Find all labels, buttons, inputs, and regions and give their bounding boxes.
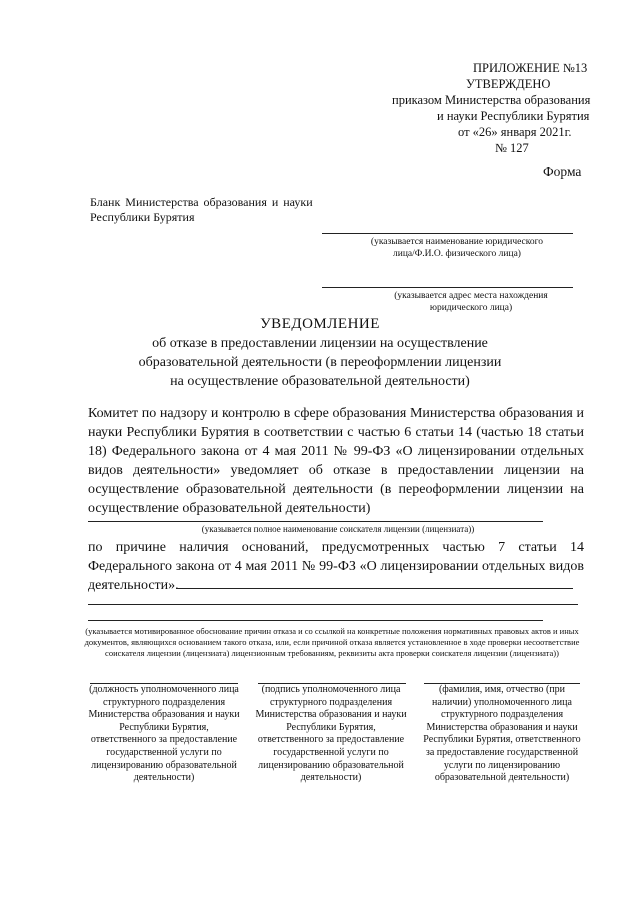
reason-line-inline [176,588,573,589]
recipient-name-caption-line-1: (указывается наименование юридического [370,237,544,247]
recipient-address-caption [336,290,606,314]
position-caption: (должность уполномоченного лица структурного подразделения Министерства образования и науки Республики Бурятия, ответственного за предоставление государственной услуги по лицензированию образовательной деятельности) [88,684,240,784]
order-date: от «26» января 2021г. [458,125,572,139]
order-line-1: приказом Министерства образования [392,93,591,107]
recipient-address-caption-line-1: (указывается адрес места нахождения [394,291,548,301]
recipient-address-line [322,287,573,288]
recipient-name-caption [322,236,592,260]
name-caption: (фамилия, имя, отчество (при наличии) уполномоченного лица структурного подразделения Министерства образования и науки Республики Бурятия, ответственного за предоставление государственной услуги по лицензированию образовательной деятельности) [423,684,581,784]
recipient-name-caption-line-2: лица/Ф.И.О. физического лица) [393,249,521,259]
approved-label: УТВЕРЖДЕНО [466,77,551,91]
document-title [0,314,640,391]
title-line-3: на осуществление образовательной деятельности) [170,374,470,389]
order-line-2: и науки Республики Бурятия [437,109,590,123]
form-label: Форма [543,164,582,179]
applicant-caption: (указывается полное наименование соискателя лицензии (лицензиата)) [201,524,475,534]
title-line-2: образовательной деятельности (в переоформлении лицензии [138,355,502,370]
signature-caption: (подпись уполномоченного лица структурного подразделения Министерства образования и науки Республики Бурятия, ответственного за предоставление государственной услуги по лицензированию образовательной деятельности) [255,684,407,784]
notice-paragraph-2: по причине наличия оснований, предусмотренных частью 7 статьи 14 Федерального закона от 4 мая 2011 № 99-ФЗ «О лицензировании отдельных видов деятельности». [88,540,584,593]
reason-caption: (указывается мотивированное обоснование причин отказа и со ссылкой на конкретные положения нормативных правовых актов и иных документов, являющихся основанием такого отказа, или, если причиной отказа является установленное в ходе проверки несоответствие соискателя лицензии (лицензиата) лицензионным требованиям, реквизиты акта проверки соискателя лицензии (лицензиата)) [84,626,580,658]
appendix-number: ПРИЛОЖЕНИЕ №13 [473,61,588,75]
order-number: № 127 [495,141,529,155]
letterhead-line-2: Республики Бурятия [90,210,195,224]
letterhead-blank [90,195,313,225]
reason-line-1 [88,604,578,605]
letterhead-line-1: Бланк Министерства образования и науки [90,195,313,209]
title-line-1: об отказе в предоставлении лицензии на осуществление [152,336,488,351]
reason-line-2 [88,620,543,621]
recipient-address-caption-line-2: юридического лица) [429,303,513,313]
applicant-line [88,521,543,522]
notice-paragraph-1: Комитет по надзору и контролю в сфере образования Министерства образования и науки Республики Бурятия в соответствии с частью 6 статьи 14 (частью 18 статьи 18) Федерального закона от 4 мая 2011 № 99-ФЗ «О лицензировании отдельных видов деятельности» уведомляет об отказе в предоставлении лицензии на осуществление образовательной деятельности (в переоформлении лицензии на осуществление образовательной деятельности) [88,406,584,516]
title-main: УВЕДОМЛЕНИЕ [260,316,380,332]
recipient-name-line [322,233,573,234]
